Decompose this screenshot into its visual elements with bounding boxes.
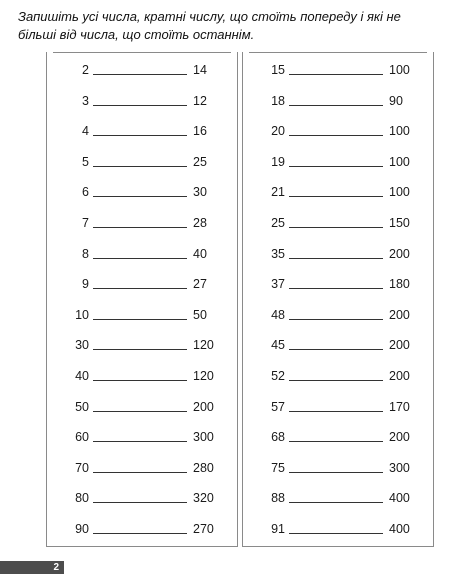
start-number: 37 [271,277,285,292]
end-number: 30 [193,185,207,200]
exercise-row [243,488,435,508]
exercise-row [243,182,435,202]
start-number: 52 [271,369,285,383]
answer-blank-line[interactable] [93,288,187,289]
end-number: 280 [193,460,214,475]
end-number: 90 [389,93,403,108]
end-number: 14 [193,63,207,77]
end-number: 100 [389,154,410,169]
end-number: 50 [193,307,207,322]
start-number: 57 [271,399,285,414]
answer-blank-line[interactable] [93,227,187,228]
answer-blank-line[interactable] [289,258,383,259]
start-number: 9 [82,277,89,292]
end-number: 100 [389,185,410,200]
end-number: 180 [389,277,410,292]
end-number: 100 [389,63,410,77]
instruction-line-1: Запишіть усі числа, кратні числу, що стоїть попереду і які не [18,9,401,24]
answer-blank-line[interactable] [93,196,187,197]
start-number: 75 [271,460,285,475]
start-number: 91 [271,522,285,536]
start-number: 45 [271,338,285,353]
answer-blank-line[interactable] [93,411,187,412]
end-number: 320 [193,491,214,506]
end-number: 27 [193,277,207,292]
start-number: 68 [271,430,285,445]
answer-blank-line[interactable] [93,502,187,503]
instruction-line-2: більші від числа, що стоїть останнім. [18,27,255,42]
start-number: 40 [75,369,89,383]
end-number: 400 [389,491,410,506]
end-number: 28 [193,216,207,230]
start-number: 30 [75,338,89,353]
page-number: 2 [53,562,59,573]
answer-blank-line[interactable] [93,135,187,136]
answer-blank-line[interactable] [93,380,187,381]
exercise-row [47,182,239,202]
exercise-row [47,366,239,386]
end-number: 200 [389,369,410,383]
start-number: 3 [82,93,89,108]
end-number: 40 [193,246,207,261]
answer-blank-line[interactable] [289,227,383,228]
exercise-row [243,152,435,172]
answer-blank-line[interactable] [289,166,383,167]
start-number: 5 [82,154,89,169]
exercise-row [47,335,239,355]
answer-blank-line[interactable] [289,319,383,320]
exercise-row [47,427,239,447]
end-number: 270 [193,522,214,536]
column-top-border [249,52,427,53]
end-number: 200 [389,430,410,445]
exercise-row [47,60,239,80]
exercise-row [243,244,435,264]
exercise-row [243,91,435,111]
exercise-row [47,152,239,172]
start-number: 35 [271,246,285,261]
end-number: 16 [193,124,207,139]
exercise-row [243,458,435,478]
end-number: 400 [389,522,410,536]
end-number: 200 [389,246,410,261]
exercise-row [47,488,239,508]
start-number: 90 [75,522,89,536]
start-number: 60 [75,430,89,445]
task-instruction [18,8,438,44]
exercise-row [243,305,435,325]
exercise-row [243,60,435,80]
answer-blank-line[interactable] [93,472,187,473]
right-exercise-column [242,52,434,547]
start-number: 10 [75,307,89,322]
answer-blank-line[interactable] [93,105,187,106]
end-number: 120 [193,338,214,353]
exercise-row [243,213,435,233]
answer-blank-line[interactable] [93,258,187,259]
end-number: 100 [389,124,410,139]
start-number: 88 [271,491,285,506]
answer-blank-line[interactable] [93,349,187,350]
start-number: 8 [82,246,89,261]
answer-blank-line[interactable] [93,74,187,75]
start-number: 20 [271,124,285,139]
answer-blank-line[interactable] [289,411,383,412]
answer-blank-line[interactable] [93,441,187,442]
start-number: 70 [75,460,89,475]
answer-blank-line[interactable] [289,349,383,350]
exercise-row [47,458,239,478]
end-number: 200 [193,399,214,414]
end-number: 150 [389,216,410,230]
exercise-row [47,121,239,141]
exercise-row [47,274,239,294]
answer-blank-line[interactable] [289,135,383,136]
end-number: 170 [389,399,410,414]
end-number: 200 [389,307,410,322]
start-number: 15 [271,63,285,77]
answer-blank-line[interactable] [289,472,383,473]
answer-blank-line[interactable] [289,74,383,75]
exercise-row [243,427,435,447]
exercise-row [47,305,239,325]
column-top-border [53,52,231,53]
exercise-row [47,397,239,417]
start-number: 50 [75,399,89,414]
start-number: 19 [271,154,285,169]
end-number: 300 [389,460,410,475]
end-number: 200 [389,338,410,353]
start-number: 7 [82,216,89,230]
exercise-row [47,91,239,111]
end-number: 25 [193,154,207,169]
answer-blank-line[interactable] [93,533,187,534]
start-number: 48 [271,307,285,322]
start-number: 6 [82,185,89,200]
start-number: 2 [82,63,89,77]
end-number: 300 [193,430,214,445]
end-number: 12 [193,93,207,108]
start-number: 4 [82,124,89,139]
left-exercise-column [46,52,238,547]
exercise-row [47,244,239,264]
start-number: 25 [271,216,285,230]
exercise-row [243,366,435,386]
exercise-row [243,274,435,294]
start-number: 18 [271,93,285,108]
answer-blank-line[interactable] [289,288,383,289]
answer-blank-line[interactable] [289,502,383,503]
exercise-row [243,335,435,355]
exercise-table [46,52,440,547]
exercise-row [243,121,435,141]
page-number-tab [0,561,64,574]
start-number: 21 [271,185,285,200]
exercise-row [47,519,239,539]
answer-blank-line[interactable] [289,196,383,197]
start-number: 80 [75,491,89,506]
end-number: 120 [193,369,214,383]
exercise-row [243,397,435,417]
answer-blank-line[interactable] [289,380,383,381]
exercise-row [243,519,435,539]
answer-blank-line[interactable] [289,105,383,106]
answer-blank-line[interactable] [289,441,383,442]
answer-blank-line[interactable] [93,166,187,167]
exercise-row [47,213,239,233]
answer-blank-line[interactable] [289,533,383,534]
answer-blank-line[interactable] [93,319,187,320]
